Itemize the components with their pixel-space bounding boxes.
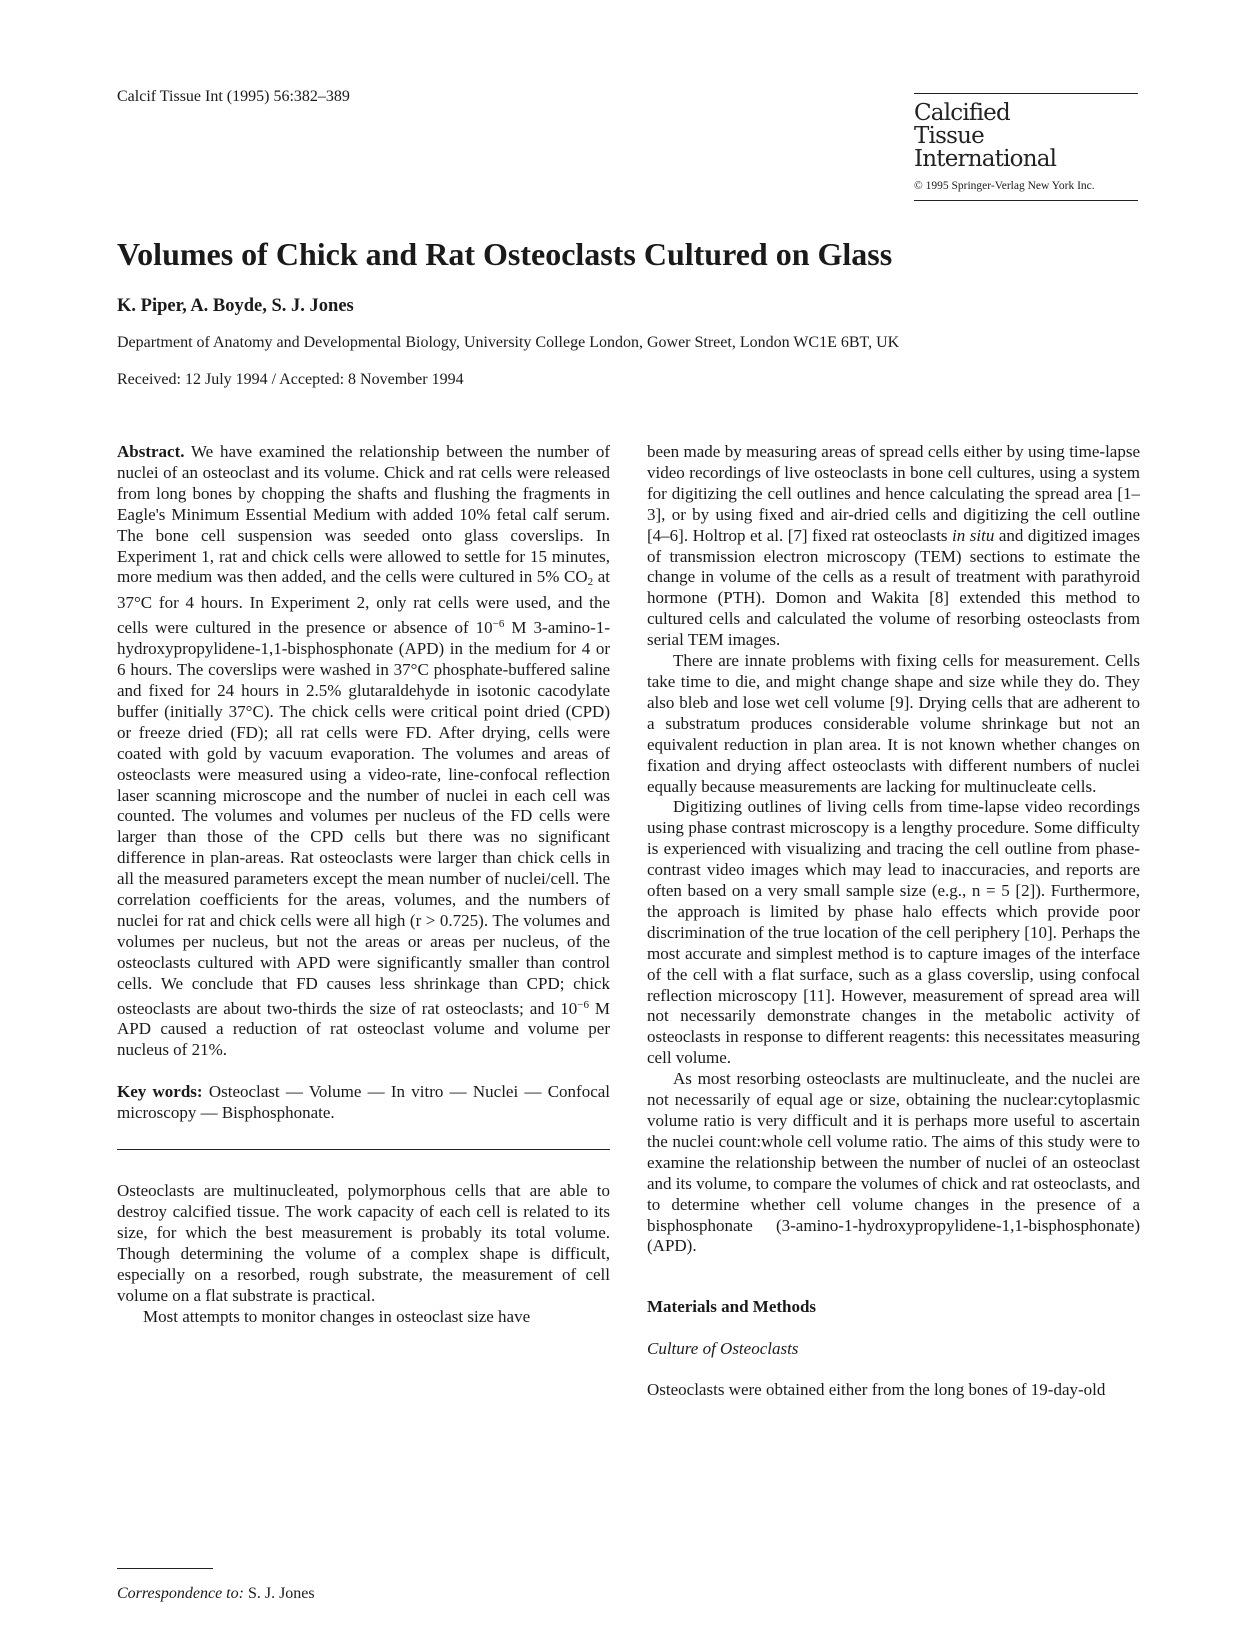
body-text: and digitized images of transmission electron microscopy (TEM) sections to estimate the change in volume of the cells as a result of treatment with parathyroid hormone (PTH). Domon and Wakita [8] extended this method to cultured cells and calculated the volume of resorbing osteoclasts from serial TEM images. [647, 525, 1140, 650]
body-paragraph [647, 442, 1140, 651]
copyright-notice: © 1995 Springer-Verlag New York Inc. [914, 180, 1138, 201]
abstract-text: We have examined the relationship between the number of nuclei of an osteoclast and its volume. Chick and rat cells were released from long bones by chopping the shafts and flushing the fragments in Eagle's Minimum Essential Medium with added 10% fetal calf serum. The bone cell suspension was seeded onto glass coverslips. In Experiment 1, rat and chick cells were allowed to settle for 15 minutes, more medium was then added, and the cells were cultured in 5% CO [117, 442, 610, 587]
journal-logo-line: Calcified [914, 100, 1010, 126]
abstract-text: M APD caused a reduction of rat osteoclast volume and volume per nucleus of 21%. [117, 998, 610, 1060]
right-column [647, 442, 1140, 1401]
intro-paragraph: Osteoclasts are multinucleated, polymorphous cells that are able to destroy calcified tissue. The work capacity of each cell is related to its size, for which the best measurement is probably its total volume. Though determining the volume of a complex shape is difficult, especially on a resorbed, rough substrate, the measurement of cell volume on a flat substrate is practical. [117, 1181, 610, 1305]
footnote-rule [117, 1568, 213, 1569]
journal-citation: Calcif Tissue Int (1995) 56:382–389 [117, 88, 350, 105]
abstract-text: M 3-amino-1-hydroxypropylidene-1,1-bisphosphonate (APD) in the medium for 4 or 6 hours. The coverslips were washed in 37°C phosphate-buffered saline and fixed for 24 hours in 2.5% glutaraldehyde in isotonic cacodylate buffer (initially 37°C). The chick cells were critical point dried (CPD) or freeze dried (FD); all rat cells were FD. After drying, cells were coated with gold by vacuum evaporation. The volumes and areas of osteoclasts were measured using a video-rate, line-confocal reflection laser scanning microscope and the number of nuclei in each cell was counted. The volumes and volumes per nucleus of the FD cells were larger than those of the CPD cells but there was no significant difference in plan-areas. Rat osteoclasts were larger than chick cells in all the measured parameters except the mean number of nuclei/cell. The correlation coefficients for the areas, volumes, and the numbers of nuclei for rat and chick cells were all high (r > 0.725). The volumes and volumes per nucleus, but not the areas or areas per nucleus, of the osteoclasts cultured with APD were significantly smaller than control cells. We conclude that FD causes less shrinkage than CPD; chick osteoclasts are about two-thirds the size of rat osteoclasts; and 10 [117, 618, 611, 1018]
subsection-heading: Culture of Osteoclasts [647, 1339, 799, 1359]
section-heading: Materials and Methods [647, 1297, 817, 1317]
keywords-text: Osteoclast — Volume — In vitro — Nuclei — Confocal microscopy — Bisphosphonate. [117, 1082, 611, 1123]
body-paragraph: As most resorbing osteoclasts are multinucleate, and the nuclei are not necessarily of equal age or size, obtaining the nuclear:cytoplasmic volume ratio is very difficult and it is perhaps more useful to ascertain the nuclei count:whole cell volume ratio. The aims of this study were to examine the relationship between the number of nuclei of an osteoclast and its volume, to compare the volumes of chick and rat osteoclasts, and to determine whether cell volume changes in the presence of a bisphosphonate (3-amino-1-hydroxypropylidene-1,1-bisphosphonate) (APD). [647, 1069, 1140, 1256]
intro-paragraph: Most attempts to monitor changes in osteoclast size have [143, 1306, 531, 1326]
body-paragraph: Osteoclasts were obtained either from the long bones of 19-day-old [647, 1380, 1106, 1400]
abstract-exponent: −6 [492, 618, 505, 631]
keywords-label: Key words: [117, 1082, 203, 1102]
article-authors: K. Piper, A. Boyde, S. J. Jones [117, 296, 354, 316]
abstract-subscript: 2 [587, 576, 594, 589]
section-divider [117, 1149, 610, 1150]
body-text: been made by measuring areas of spread cells either by using time-lapse video recordings of live osteoclasts in bone cell cultures, using a system for digitizing the cell outlines and hence calculating the spread area [1–3], or by using fixed and air-dried cells and digitizing the cell outline [4–6]. Holtrop et al. [7] fixed rat osteoclasts [647, 442, 1140, 545]
keywords-paragraph [117, 1082, 610, 1124]
abstract-label: Abstract. [117, 442, 185, 461]
footnote-name: S. J. Jones [247, 1585, 315, 1602]
journal-logo [914, 102, 1138, 171]
body-italic: in situ [952, 525, 995, 545]
abstract-paragraph [117, 442, 610, 1061]
article-title: Volumes of Chick and Rat Osteoclasts Cultured on Glass [117, 236, 893, 272]
correspondence-footnote [117, 1585, 315, 1603]
journal-logo-block [914, 93, 1138, 201]
abstract-exponent: −6 [577, 998, 589, 1011]
received-dates: Received: 12 July 1994 / Accepted: 8 November 1994 [117, 371, 464, 388]
footnote-label: Correspondence to: [117, 1585, 244, 1602]
abstract-text: at 37°C for 4 hours. In Experiment 2, only rat cells were used, and the cells were cultured in the presence or absence of 10 [117, 567, 610, 638]
journal-logo-line: International [914, 146, 1057, 172]
body-paragraph: Digitizing outlines of living cells from time-lapse video recordings using phase contrast microscopy is a lengthy procedure. Some difficulty is experienced with visualizing and tracing the cell outline from phase-contrast video images which may lead to inaccuracies, and reports are often based on a very small sample size (e.g., n = 5 [2]). Furthermore, the approach is limited by phase halo effects which provide poor discrimination of the true location of the cell periphery [10]. Perhaps the most accurate and simplest method is to capture images of the interface of the cell with a flat surface, such as a glass coverslip, using confocal reflection microscopy [11]. However, measurement of spread area will not necessarily demonstrate changes in the metabolic activity of osteoclasts in response to different reagents: this necessitates measuring cell volume. [647, 797, 1140, 1068]
author-affiliation: Department of Anatomy and Developmental Biology, University College London, Gower Street, London WC1E 6BT, UK [117, 334, 900, 351]
body-paragraph: There are innate problems with fixing cells for measurement. Cells take time to die, and might change shape and size while they do. They also bleb and lose wet cell volume [9]. Drying cells that are adherent to a substratum produces considerable volume shrinkage but not an equivalent reduction in plan area. It is not known whether changes on fixation and drying affect osteoclasts with different numbers of nuclei equally because measurements are lacking for multinucleate cells. [647, 651, 1140, 796]
left-column [117, 442, 610, 1327]
journal-logo-line: Tissue [914, 123, 984, 149]
journal-top-rule [914, 93, 1138, 94]
